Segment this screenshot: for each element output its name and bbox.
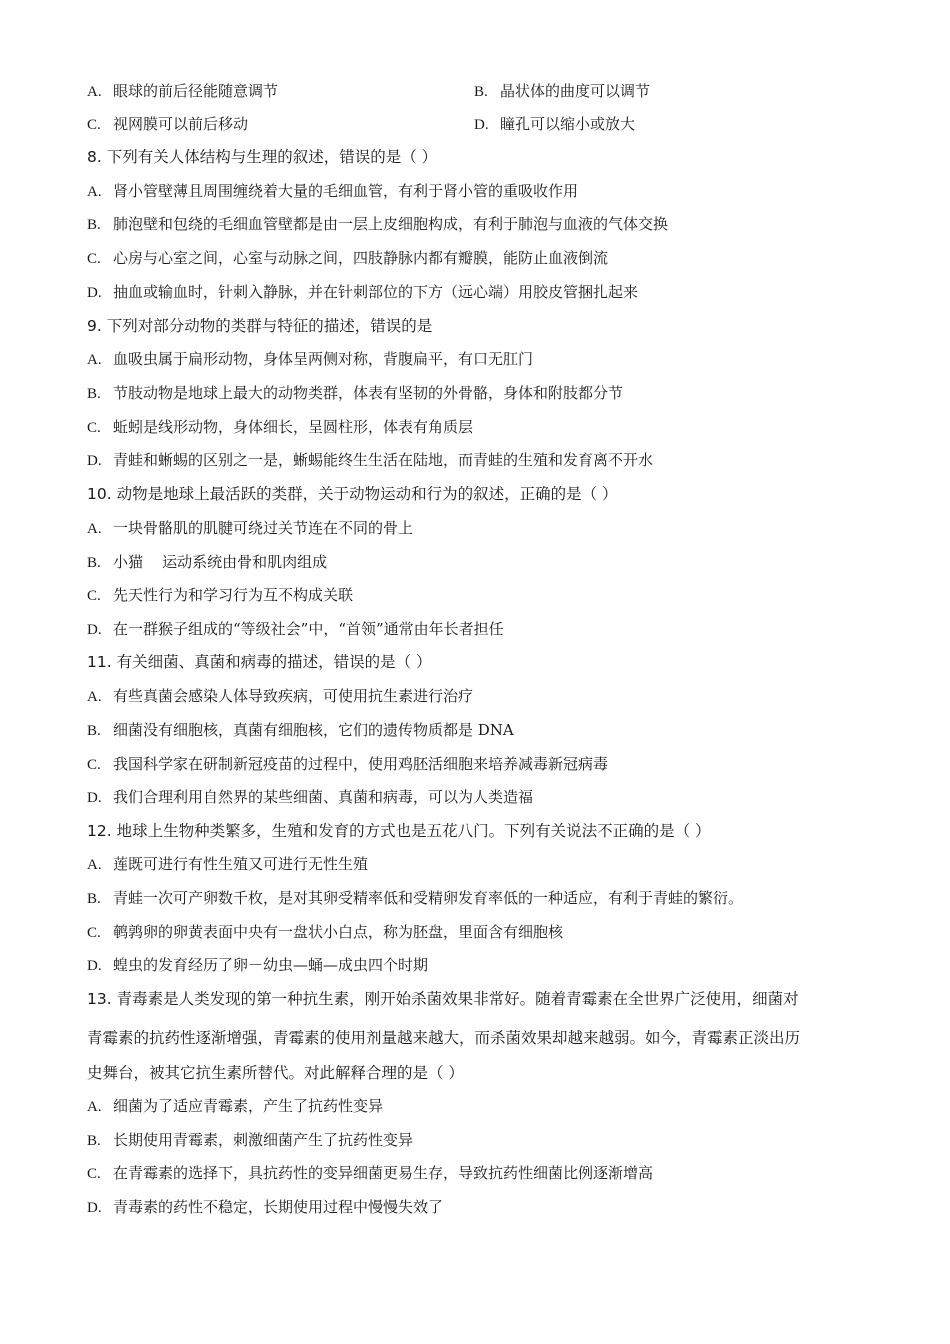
option-text: 节肢动物是地球上最大的动物类群，体表有坚韧的外骨骼，身体和附肢都分节 (113, 384, 624, 402)
question-13-option-d (87, 1197, 443, 1218)
question-13-option-a (87, 1096, 383, 1117)
option-text: 青蛙和蜥蜴的区别之一是，蜥蜴能终生生活在陆地，而青蛙的生殖和发育离不开水 (113, 451, 654, 469)
option-text: 晶状体的曲度可以调节 (500, 82, 651, 100)
option-text: 眼球的前后径能随意调节 (113, 82, 279, 100)
option-letter: A. (87, 689, 102, 705)
option-text: 有些真菌会感染人体导致疾病，可使用抗生素进行治疗 (113, 687, 474, 705)
option-letter: B. (87, 1133, 101, 1149)
option-text: 细菌没有细胞核，真菌有细胞核，它们的遗传物质都是 DNA (113, 721, 514, 739)
option-text: 视网膜可以前后移动 (113, 115, 249, 133)
option-letter: B. (87, 386, 101, 402)
option-text: 青蛙一次可产卵数千枚，是对其卵受精率低和受精卵发育率低的一种适应，有利于青蛙的繁衍。 (113, 889, 744, 907)
option-text: 瞳孔可以缩小或放大 (500, 115, 636, 133)
option-letter: D. (87, 622, 102, 638)
question-11-option-c (87, 754, 608, 775)
question-10-option-a (87, 518, 413, 539)
option-text: 蝗虫的发育经历了卵－幼虫—蛹—成虫四个时期 (113, 956, 429, 974)
question-8-option-c (87, 248, 608, 269)
question-number: 13. (87, 990, 112, 1008)
question-12-option-a (87, 854, 368, 875)
prev-option-a (87, 81, 278, 102)
question-10-option-d (87, 619, 504, 640)
question-9-option-c (87, 417, 473, 438)
option-text: 抽血或输血时，针刺入静脉，并在针刺部位的下方（远心端）用胶皮管捆扎起来 (113, 283, 639, 301)
option-text: 细菌为了适应青霉素，产生了抗药性变异 (113, 1097, 384, 1115)
question-9-stem (87, 316, 432, 336)
option-letter: D. (87, 453, 102, 469)
option-text: 莲既可进行有性生殖又可进行无性生殖 (113, 855, 369, 873)
question-10-option-c (87, 585, 353, 606)
option-text: 在一群猴子组成的“等级社会”中，“首领”通常由年长者担任 (113, 620, 504, 638)
option-letter: A. (87, 1099, 102, 1115)
question-8-option-d (87, 282, 638, 303)
question-11-option-a (87, 686, 473, 707)
question-12-option-c (87, 922, 563, 943)
option-letter: D. (87, 790, 102, 806)
option-letter: C. (87, 757, 101, 773)
question-10-option-b (87, 552, 327, 573)
option-text: 在青霉素的选择下，具抗药性的变异细菌更易生存，导致抗药性细菌比例逐渐增高 (113, 1164, 654, 1182)
option-letter: B. (87, 217, 101, 233)
question-8-option-b (87, 214, 668, 235)
option-letter: C. (87, 117, 101, 133)
question-13-option-c (87, 1163, 653, 1184)
option-letter: C. (87, 1166, 101, 1182)
option-letter: D. (87, 1200, 102, 1216)
option-letter: A. (87, 857, 102, 873)
prev-option-d (474, 114, 635, 135)
question-9-option-a (87, 349, 533, 370)
option-text: 血吸虫属于扁形动物，身体呈两侧对称，背腹扁平，有口无肛门 (113, 350, 534, 368)
question-number: 12. (87, 822, 112, 840)
question-text: 动物是地球上最活跃的类群，关于动物运动和行为的叙述，正确的是（ ） (116, 485, 618, 503)
option-letter: D. (474, 117, 489, 133)
option-letter: C. (87, 588, 101, 604)
question-text: 青霉素的抗药性逐渐增强，青霉素的使用剂量越来越大，而杀菌效果却越来越弱。如今，青霉素正淡出历 (87, 1029, 801, 1047)
question-text: 地球上生物种类繁多，生殖和发育的方式也是五花八门。下列有关说法不正确的是（ ） (116, 822, 711, 840)
option-letter: B. (87, 723, 101, 739)
question-13-stem-line-1 (87, 989, 799, 1009)
question-12-option-b (87, 888, 743, 909)
question-text: 青毒素是人类发现的第一种抗生素，刚开始杀菌效果非常好。随着青霉素在全世界广泛使用，细菌对 (116, 990, 799, 1008)
option-letter: C. (87, 251, 101, 267)
question-text: 下列对部分动物的类群与特征的描述，错误的是 (106, 317, 433, 335)
option-letter: C. (87, 420, 101, 436)
question-11-option-b (87, 720, 514, 741)
option-letter: B. (474, 84, 488, 100)
question-8-option-a (87, 181, 578, 202)
question-9-option-d (87, 450, 653, 471)
question-9-option-b (87, 383, 623, 404)
option-letter: D. (87, 958, 102, 974)
option-letter: A. (87, 521, 102, 537)
option-text: 心房与心室之间，心室与动脉之间，四肢静脉内都有瓣膜，能防止血液倒流 (113, 249, 609, 267)
option-letter: A. (87, 184, 102, 200)
option-text: 一块骨骼肌的肌腱可绕过关节连在不同的骨上 (113, 519, 414, 537)
question-12-option-d (87, 955, 428, 976)
option-text: 青毒素的药性不稳定，长期使用过程中慢慢失效了 (113, 1198, 444, 1216)
prev-option-c (87, 114, 248, 135)
option-letter: B. (87, 555, 101, 571)
question-text: 下列有关人体结构与生理的叙述，错误的是（ ） (106, 148, 438, 166)
question-number: 9. (87, 317, 102, 335)
question-number: 10. (87, 485, 112, 503)
option-letter: A. (87, 84, 102, 100)
question-number: 8. (87, 148, 102, 166)
question-text: 史舞台，被其它抗生素所替代。对此解释合理的是（ ） (87, 1064, 464, 1082)
option-text: 先天性行为和学习行为互不构成关联 (113, 586, 354, 604)
option-text: 长期使用青霉素，刺激细菌产生了抗药性变异 (113, 1131, 414, 1149)
option-text: 我们合理利用自然界的某些细菌、真菌和病毒，可以为人类造福 (113, 788, 534, 806)
question-10-stem (87, 484, 618, 504)
option-letter: D. (87, 285, 102, 301)
question-number: 11. (87, 653, 112, 671)
question-13-stem-line-2 (87, 1028, 800, 1048)
option-letter: B. (87, 891, 101, 907)
option-text: 蚯蚓是线形动物，身体细长，呈圆柱形，体表有角质层 (113, 418, 474, 436)
option-letter: C. (87, 925, 101, 941)
option-text: 小猫 运动系统由骨和肌肉组成 (113, 553, 328, 571)
option-letter: A. (87, 352, 102, 368)
question-11-option-d (87, 787, 533, 808)
option-text: 肺泡壁和包绕的毛细血管壁都是由一层上皮细胞构成，有利于肺泡与血液的气体交换 (113, 215, 669, 233)
option-text: 我国科学家在研制新冠疫苗的过程中，使用鸡胚活细胞来培养减毒新冠病毒 (113, 755, 609, 773)
option-text: 鹌鹑卵的卵黄表面中央有一盘状小白点，称为胚盘，里面含有细胞核 (113, 923, 564, 941)
question-11-stem (87, 652, 432, 672)
question-12-stem (87, 821, 711, 841)
question-text: 有关细菌、真菌和病毒的描述，错误的是（ ） (116, 653, 432, 671)
option-text: 肾小管壁薄且周围缠绕着大量的毛细血管，有利于肾小管的重吸收作用 (113, 182, 579, 200)
question-13-option-b (87, 1130, 413, 1151)
question-8-stem (87, 147, 437, 167)
prev-option-b (474, 81, 650, 102)
question-13-stem-line-3 (87, 1063, 464, 1083)
